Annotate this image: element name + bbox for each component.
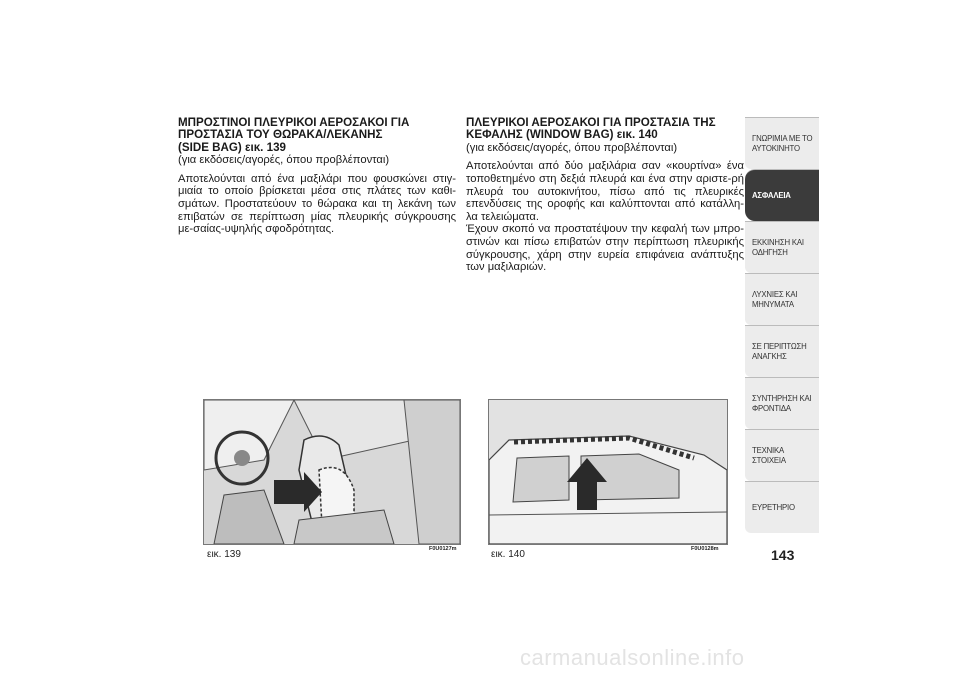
tab-maintenance[interactable] bbox=[745, 377, 819, 429]
tab-starting-and-driving[interactable] bbox=[745, 221, 819, 273]
tab-getting-to-know-car[interactable] bbox=[745, 117, 819, 169]
tab-emergency[interactable] bbox=[745, 325, 819, 377]
left-heading-line2: ΠΡΟΣΤΑΣΙΑ ΤΟΥ ΘΩΡΑΚΑ/ΛΕΚΑΝΗΣ bbox=[178, 128, 383, 142]
right-heading-line2: ΚΕΦΑΛΗΣ (WINDOW BAG) εικ. 140 bbox=[466, 128, 658, 142]
figure-139-code: F0U0127m bbox=[429, 546, 457, 552]
figure-140-caption: εικ. 140 bbox=[491, 549, 525, 560]
window-bag-illustration bbox=[489, 400, 727, 544]
page-number: 143 bbox=[771, 547, 795, 563]
right-body-1: Αποτελούνται από δύο μαξιλάρια σαν «κουρτίνα» ένα τοποθετημένο στη δεξιά πλευρά και ένα στην αριστε-ρή πλευρά του αυτοκινήτου, πίσω από τις πλευρικές επενδύσεις της οροφής και καλύπτονται από κατάλλη-λα τελειώματα. bbox=[466, 160, 744, 223]
tab-label: ΑΣΦΑΛΕΙΑ bbox=[752, 190, 791, 200]
left-heading-line3: (SIDE BAG) εικ. 139 bbox=[178, 140, 286, 154]
left-note: (για εκδόσεις/αγορές, όπου προβλέπονται) bbox=[178, 154, 390, 167]
tab-label: ΓΝΩΡΙΜΙΑ ΜΕ ΤΟ ΑΥΤΟΚΙΝΗΤΟ bbox=[752, 133, 813, 153]
tab-safety[interactable] bbox=[745, 169, 819, 221]
seat-airbag-illustration bbox=[204, 400, 460, 544]
right-section bbox=[466, 117, 744, 274]
figure-140-image bbox=[488, 399, 728, 545]
tab-technical-data[interactable] bbox=[745, 429, 819, 481]
watermark: carmanualsonline.info bbox=[520, 645, 745, 670]
tab-label: ΕΥΡΕΤΗΡΙΟ bbox=[752, 502, 795, 512]
tab-label: ΕΚΚΙΝΗΣΗ ΚΑΙ ΟΔΗΓΗΣΗ bbox=[752, 237, 804, 257]
tab-index[interactable] bbox=[745, 481, 819, 533]
tab-label: ΤΕΧΝΙΚΑ ΣΤΟΙΧΕΙΑ bbox=[752, 445, 786, 465]
right-heading bbox=[466, 117, 744, 142]
tab-label: ΣΥΝΤΗΡΗΣΗ ΚΑΙ ΦΡΟΝΤΙΔΑ bbox=[752, 393, 812, 413]
figure-140-code: F0U0128m bbox=[691, 546, 719, 552]
right-heading-line1: ΠΛΕΥΡΙΚΟΙ ΑΕΡΟΣΑΚΟΙ ΓΙΑ ΠΡΟΣΤΑΣΙΑ ΤΗΣ bbox=[466, 116, 716, 129]
chapter-tabs bbox=[745, 117, 819, 533]
tab-label: ΣΕ ΠΕΡΙΠΤΩΣΗ ΑΝΑΓΚΗΣ bbox=[752, 341, 807, 361]
tab-label: ΛΥΧΝΙΕΣ ΚΑΙ ΜΗΝΥΜΑΤΑ bbox=[752, 289, 798, 309]
right-note: (για εκδόσεις/αγορές, όπου προβλέπονται) bbox=[466, 141, 678, 154]
left-heading bbox=[178, 117, 456, 154]
right-body-2: Έχουν σκοπό να προστατέψουν την κεφαλή των μπρο-στινών και πίσω επιβατών στην περίπτωση πλευρικής σύγκρουσης, χάρη στην ευρεία επιφάνεια ανάπτυξης των μαξιλαριών. bbox=[466, 223, 744, 274]
left-body: Αποτελούνται από ένα μαξιλάρι που φουσκώνει στιγ-μιαία το οποίο βρίσκεται μέσα στις πλάτες των καθι-σμάτων. Προστατεύουν το θώρακα και τη λεκάνη των επιβατών σε περίπτωση μίας πλευρικής σύγκρουσης με-σαίας-υψηλής σφοδρότητας. bbox=[178, 172, 456, 236]
figure-139-caption: εικ. 139 bbox=[207, 549, 241, 560]
left-section bbox=[178, 117, 456, 236]
left-heading-line1: ΜΠΡΟΣΤΙΝΟΙ ΠΛΕΥΡΙΚΟΙ ΑΕΡΟΣΑΚΟΙ ΓΙΑ bbox=[178, 116, 410, 129]
tab-warning-lights[interactable] bbox=[745, 273, 819, 325]
figure-139-image bbox=[203, 399, 461, 545]
